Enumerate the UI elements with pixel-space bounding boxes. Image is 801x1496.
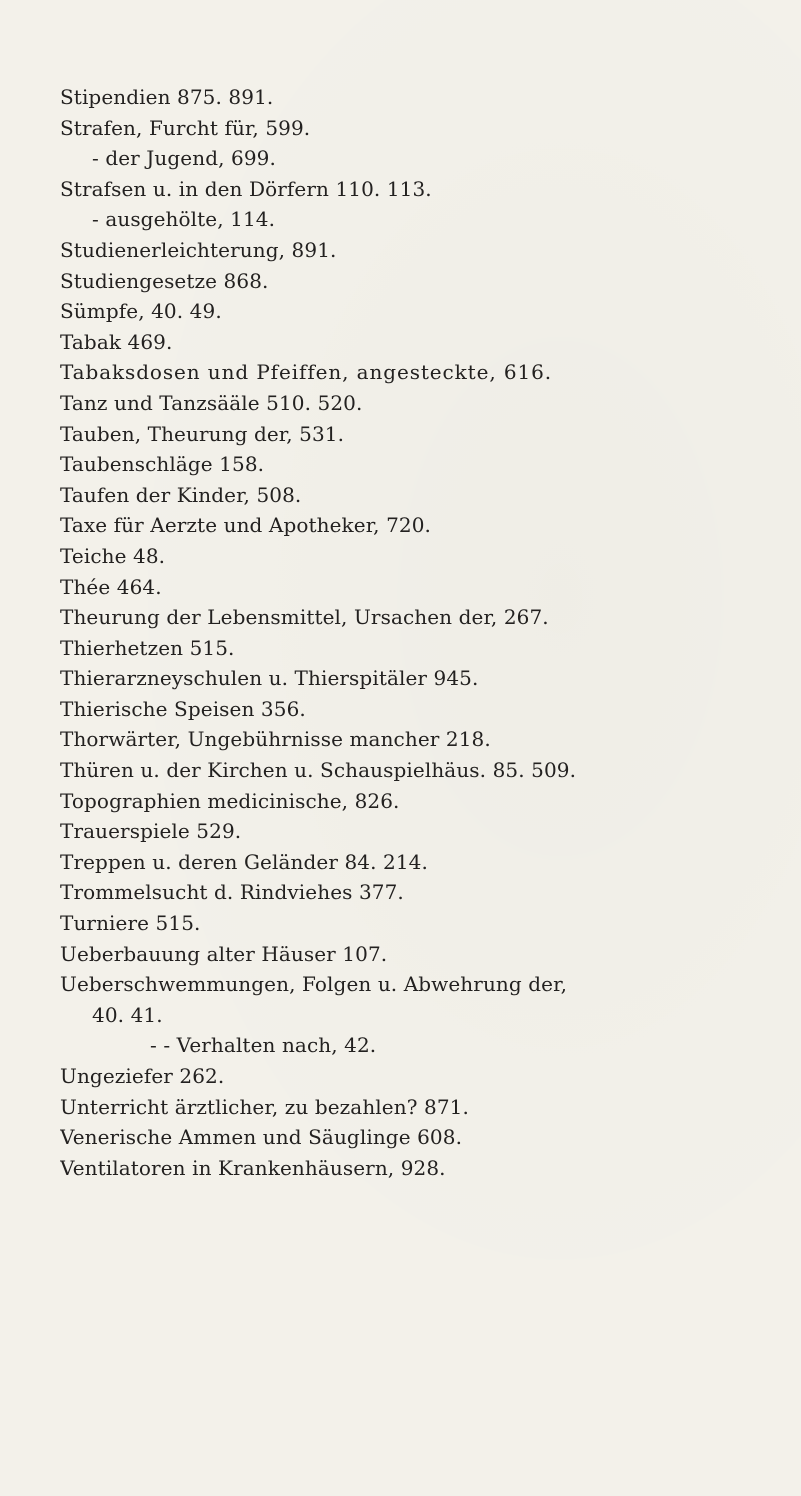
index-entry: Turniere 515. [60,911,201,936]
index-entry: Tanz und Tanzsääle 510. 520. [60,390,363,415]
index-entry: Strafsen u. in den Dörfern 110. 113. [60,176,432,201]
index-entry: Tabaksdosen und Pfeiffen, angesteckte, 616. [60,360,552,385]
index-entry: Unterricht ärztlicher, zu bezahlen? 871. [60,1094,469,1119]
index-entry: 40. 41. [92,1002,163,1027]
index-entry: Ungeziefer 262. [60,1064,225,1088]
index-entry: Tabak 469. [60,329,173,354]
index-entry: Thée 464. [60,574,162,599]
index-entry: Trommelsucht d. Rindviehes 377. [60,880,404,905]
index-entry: Ventilatoren in Krankenhäusern, 928. [60,1155,446,1180]
index-entry: - der Jugend, 699. [92,146,276,171]
index-entry: Ueberbauung alter Häuser 107. [60,941,388,966]
index-entry: - ausgehölte, 114. [92,207,276,232]
index-entry: Thorwärter, Ungebührnisse mancher 218. [60,727,491,752]
index-entry: - - Verhalten nach, 42. [150,1033,377,1058]
index-entry: Studiengesetze 868. [60,268,269,293]
index-entry: Thüren u. der Kirchen u. Schauspielhäus. 85. 509. [60,758,577,783]
index-entry: Thierische Speisen 356. [60,696,306,721]
index-entry: Studienerleichterung, 891. [60,237,337,262]
index-entry: Sümpfe, 40. 49. [60,299,222,324]
index-entry: Topographien medicinische, 826. [60,788,400,813]
index-entry: Theurung der Lebensmittel, Ursachen der, 267. [60,605,549,630]
index-entry: Teiche 48. [60,543,166,568]
index-entry: Trauerspiele 529. [60,819,242,844]
index-entry: Treppen u. deren Geländer 84. 214. [60,849,428,874]
index-entry: Taubenschläge 158. [60,452,265,477]
index-entry: Thierhetzen 515. [60,635,235,660]
index-entry: Taufen der Kinder, 508. [60,482,302,507]
index-entry: Taxe für Aerzte und Apotheker, 720. [60,513,432,538]
index-entry: Ueberschwemmungen, Folgen u. Abwehrung der, [60,972,568,997]
subject-index [60,82,780,1183]
index-entry: Tauben, Theurung der, 531. [60,421,345,446]
index-entry: Venerische Ammen und Säuglinge 608. [60,1125,463,1150]
index-entry: Thierarzneyschulen u. Thierspitäler 945. [60,666,479,691]
index-entry: Stipendien 875. 891. [60,85,274,109]
index-entry: Strafen, Furcht für, 599. [60,115,311,140]
